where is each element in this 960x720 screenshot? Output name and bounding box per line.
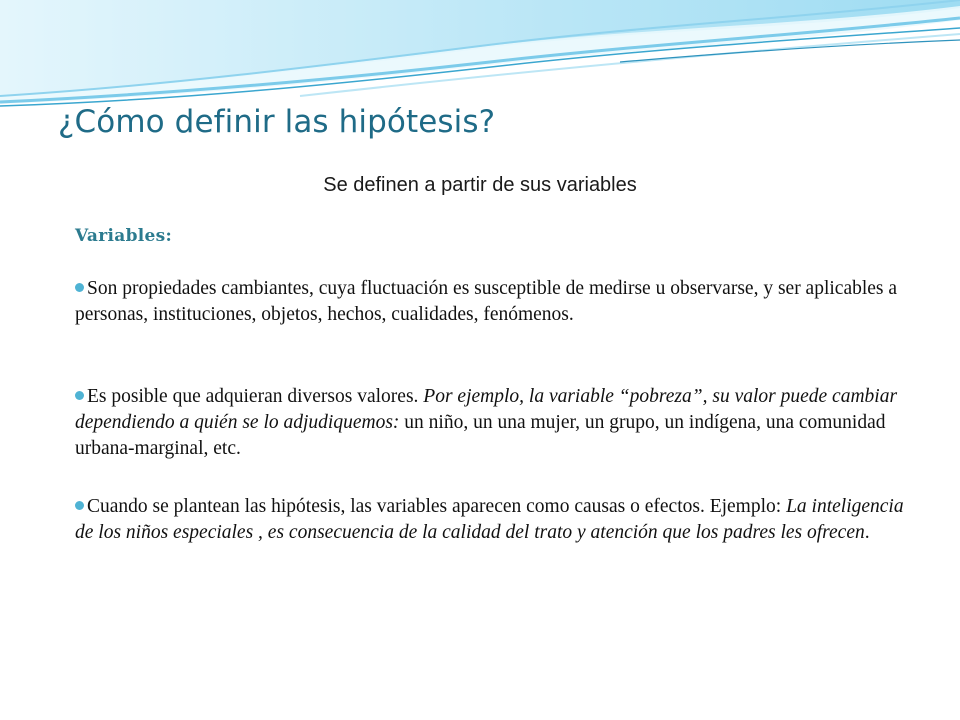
- bullet-tail: .: [864, 522, 870, 543]
- bullet-italic: La inteligencia de los niños especiales , es consecuencia de la calidad del trato y atención que los padres les ofrecen: [75, 496, 904, 543]
- bullet-item-1: [75, 276, 920, 328]
- bullet-lead: Es posible que adquieran diversos valores.: [87, 386, 424, 407]
- bullet-tail: un niño, un una mujer, un grupo, un indígena, una comunidad urbana-marginal, etc.: [75, 412, 886, 459]
- bullet-item-2: [75, 384, 920, 462]
- bullet-text: Son propiedades cambiantes, cuya fluctuación es susceptible de medirse u observarse, y ser aplicables a personas, instituciones, objetos, hechos, cualidades, fenómenos.: [75, 278, 898, 325]
- bullet-item-3: [75, 494, 920, 546]
- bullet-italic: Por ejemplo, la variable “pobreza”, su valor puede cambiar dependiendo a quién se lo adjudiquemos:: [75, 386, 898, 433]
- bullet-dot-icon: [75, 391, 84, 400]
- section-label: Variables:: [75, 226, 173, 246]
- bullet-dot-icon: [75, 283, 84, 292]
- slide-subtitle: Se definen a partir de sus variables: [323, 174, 637, 196]
- bullet-lead: Cuando se plantean las hipótesis, las variables aparecen como causas o efectos. Ejemplo:: [87, 496, 787, 517]
- bullet-dot-icon: [75, 501, 84, 510]
- slide-title: ¿Cómo definir las hipótesis?: [58, 104, 496, 140]
